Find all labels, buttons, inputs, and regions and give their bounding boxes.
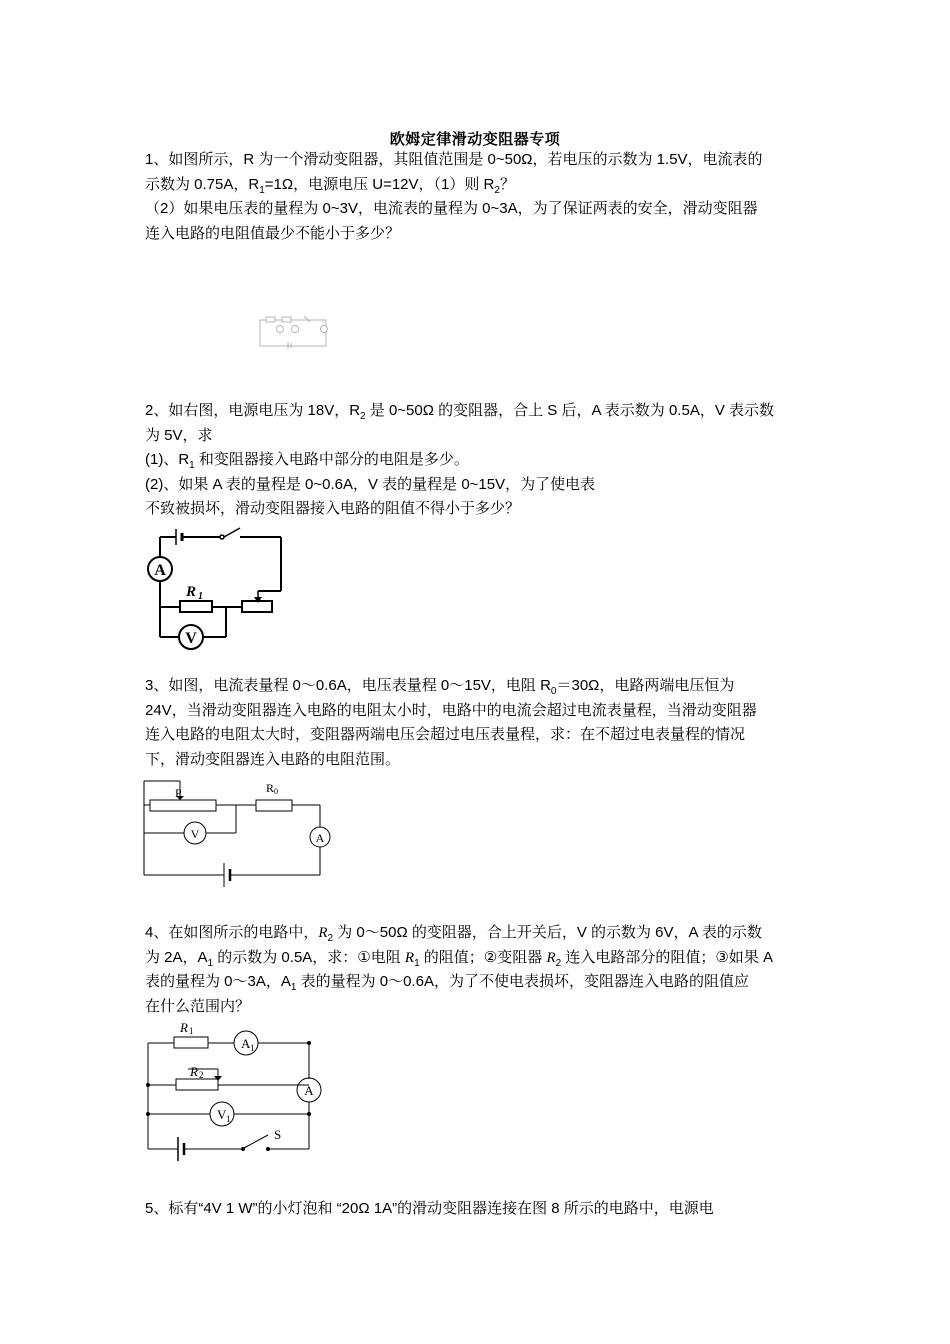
q2-ammeter-label: A: [154, 562, 166, 579]
q3-line-4: 下，滑动变阻器连入电路的电阻范围。: [145, 750, 401, 768]
q2-line-4: (2)、如果 A 表的量程是 0~0.6A，V 表的量程是 0~15V，为了使电表: [145, 475, 596, 493]
q4-r2-label: R: [190, 1064, 198, 1079]
q1-line-2: 示数为 0.75A，$R_1=1\Omega$，电源电压 U=12V，（1）则 $R_2$？: [145, 175, 515, 196]
q2-line-2: 为 5V，求: [145, 426, 213, 444]
q3-r0-label: R: [266, 781, 275, 795]
q4-circuit-figure: [140, 1017, 330, 1167]
q2-line-3: (1)、$R_1$ 和变阻器接入电路中部分的电阻是多少。: [145, 451, 469, 471]
page-title: 欧姆定律滑动变阻器专项: [389, 131, 561, 148]
question-5: [145, 1197, 807, 1222]
q2-line-1: 2、如右图，电源电压为 18V，$R_2$ 是 0~50Ω 的变阻器，合上 S 后，A 表示数为 0.5A，V 表示数: [145, 402, 774, 422]
q3-line-3: 连入电路的电阻太大时，变阻器两端电压会超过电压表量程，求：在不超过电表量程的情况: [145, 726, 746, 743]
q4-a1-label: A: [241, 1036, 251, 1051]
q3-circuit-figure: [138, 775, 338, 890]
q3-line-2: 24V，当滑动变阻器连入电路的电阻太小时，电路中的电流会超过电流表量程，当滑动变阻器: [145, 701, 757, 719]
q4-r1-label: R: [180, 1020, 188, 1035]
q4-line-4: 在什么范围内？: [145, 997, 251, 1015]
q4-a1-subscript: 1: [250, 1043, 255, 1053]
q4-r2-subscript: 2: [199, 1070, 204, 1080]
question-2: [145, 399, 807, 522]
q3-line-1: 3、如图，电流表量程 0～0.6A，电压表量程 0～15V，电阻 $R_0=30\Omega$，电路两端电压恒为: [145, 677, 735, 697]
q4-line-2: 为 2A，$A_1$ 的示数为 0.5A，求：①电阻 $R_1$ 的阻值；②变阻器 $R_2$ 连入电路部分的阻值；③如果 A: [145, 948, 773, 969]
q2-r1-label: R: [186, 584, 197, 600]
q4-r1-subscript: 1: [189, 1026, 194, 1036]
q1-line-3: （2）如果电压表的量程为 0~3V，电流表的量程为 0~3A，为了保证两表的安全，滑动变阻器: [145, 200, 758, 217]
q2-voltmeter-label: V: [185, 630, 197, 647]
q1-line-4: 连入电路的电阻值最少不能小于多少？: [145, 224, 401, 242]
q5-line-1: 5、标有“4V 1 W”的小灯泡和 “20Ω 1A”的滑动变阻器连接在图 8 所示的电路中，电源电: [145, 1200, 714, 1217]
q4-v1-label: V: [217, 1107, 227, 1122]
q4-switch-label: S: [274, 1127, 282, 1142]
question-3: [145, 674, 807, 772]
q2-circuit-figure: [140, 525, 300, 650]
q2-line-5: 不致被损坏，滑动变阻器接入电路的阻值不得小于多少？: [145, 500, 521, 517]
question-1: [145, 148, 807, 246]
q4-v1-subscript: 1: [226, 1114, 231, 1124]
q3-voltmeter-label: V: [190, 827, 200, 841]
q4-line-3: 表的量程为 0～3A，$A_1$ 表的量程为 0～0.6A，为了不使电表损坏，变阻器连入电路的阻值应: [145, 973, 749, 993]
q2-r1-subscript: 1: [198, 591, 203, 602]
q1-circuit-figure: [258, 312, 330, 352]
q4-ammeter-label: A: [304, 1083, 314, 1098]
question-4: [145, 921, 807, 1019]
q4-line-1: 4、在如图所示的电路中，$R_2$ 为 0～50Ω 的变阻器，合上开关后，V 的示数为 6V，A 表的示数: [145, 924, 762, 944]
q3-ammeter-label: A: [315, 831, 325, 845]
q3-slider-label: P: [175, 786, 182, 800]
q3-r0-subscript: 0: [274, 787, 278, 796]
q1-line-1: 1、如图所示，R 为一个滑动变阻器，其阻值范围是 0~50Ω，若电压的示数为 1.5V，电流表的: [145, 151, 763, 168]
